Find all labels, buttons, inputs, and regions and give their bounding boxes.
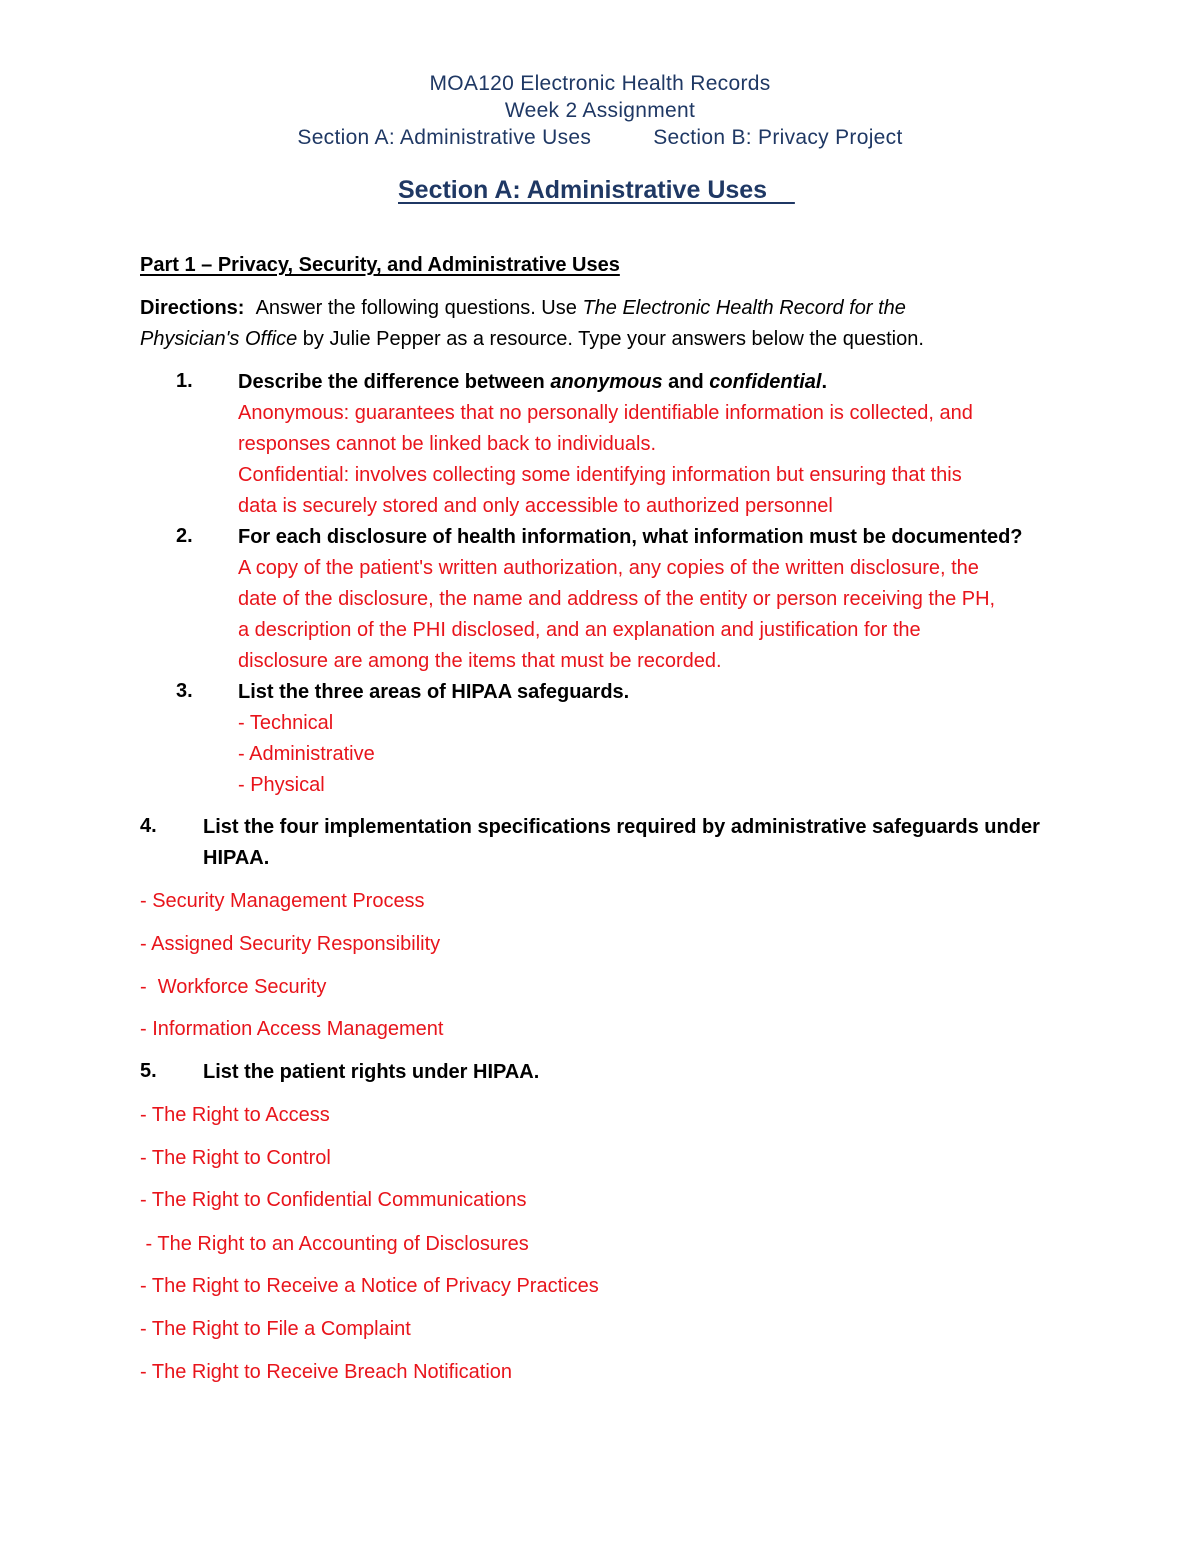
section-a-title: Section A: Administrative Uses [398, 176, 795, 204]
directions-text-1: Answer the following questions. Use [255, 297, 583, 319]
directions-line-2 [140, 327, 924, 351]
question-5-number: 5. [140, 1060, 157, 1082]
answer-2-line: date of the disclosure, the name and address of the entity or person receiving the PH, [238, 588, 996, 610]
answer-3-line: - Technical [238, 712, 334, 734]
answer-5-line: - The Right to Receive a Notice of Privacy Practices [140, 1275, 599, 1297]
part1-heading: Part 1 – Privacy, Security, and Administrative Uses [140, 254, 620, 276]
directions-label: Directions: [140, 297, 245, 319]
answer-2-line: A copy of the patient's written authorization, any copies of the written disclosure, the [238, 557, 979, 579]
question-1-text: Describe the difference between anonymous and confidential. [238, 371, 828, 393]
answer-5-line: - The Right to Confidential Communications [140, 1189, 527, 1211]
course-title: MOA120 Electronic Health Records [429, 72, 771, 95]
question-5-text: List the patient rights under HIPAA. [203, 1061, 540, 1083]
emphasis-confidential: confidential [709, 371, 822, 393]
directions-text-2: by Julie Pepper as a resource. Type your answers below the question. [297, 328, 924, 350]
answer-1-line: responses cannot be linked back to individuals. [238, 433, 657, 455]
answer-5-line: - The Right to an Accounting of Disclosures [140, 1233, 529, 1255]
answer-5-line: - The Right to Access [140, 1104, 330, 1126]
question-1-number: 1. [176, 370, 193, 392]
answer-5-line: - The Right to Receive Breach Notification [140, 1361, 513, 1383]
answer-4-line: - Information Access Management [140, 1018, 444, 1040]
answer-5-line: - The Right to Control [140, 1147, 331, 1169]
question-4-number: 4. [140, 815, 157, 837]
directions-line-1 [140, 296, 906, 320]
emphasis-anonymous: anonymous [550, 371, 663, 393]
answer-3-line: - Physical [238, 774, 325, 796]
book-title-1: The Electronic Health Record for the [582, 297, 906, 319]
answer-4-line: - Assigned Security Responsibility [140, 933, 441, 955]
section-b-label: Section B: Privacy Project [653, 126, 903, 149]
question-3-text: List the three areas of HIPAA safeguards. [238, 681, 630, 703]
answer-3-line: - Administrative [238, 743, 375, 765]
section-a-label: Section A: Administrative Uses [297, 126, 592, 149]
question-4-text-line-1: List the four implementation specifications required by administrative safeguards under [203, 816, 1040, 838]
answer-1-line: data is securely stored and only accessible to authorized personnel [238, 495, 833, 517]
answer-2-line: a description of the PHI disclosed, and an explanation and justification for the [238, 619, 921, 641]
question-2-number: 2. [176, 525, 193, 547]
question-2-text: For each disclosure of health information, what information must be documented? [238, 526, 1023, 548]
answer-1-line: Confidential: involves collecting some identifying information but ensuring that this [238, 464, 962, 486]
answer-2-line: disclosure are among the items that must be recorded. [238, 650, 722, 672]
question-3-number: 3. [176, 680, 193, 702]
sections-line [0, 126, 1200, 150]
question-4-text-line-2: HIPAA. [203, 847, 270, 869]
answer-1-line: Anonymous: guarantees that no personally identifiable information is collected, and [238, 402, 973, 424]
book-title-2: Physician's Office [140, 328, 298, 350]
answer-4-line: - Security Management Process [140, 890, 425, 912]
answer-5-line: - The Right to File a Complaint [140, 1318, 411, 1340]
answer-4-line: - Workforce Security [140, 976, 327, 998]
assignment-title: Week 2 Assignment [504, 99, 696, 122]
